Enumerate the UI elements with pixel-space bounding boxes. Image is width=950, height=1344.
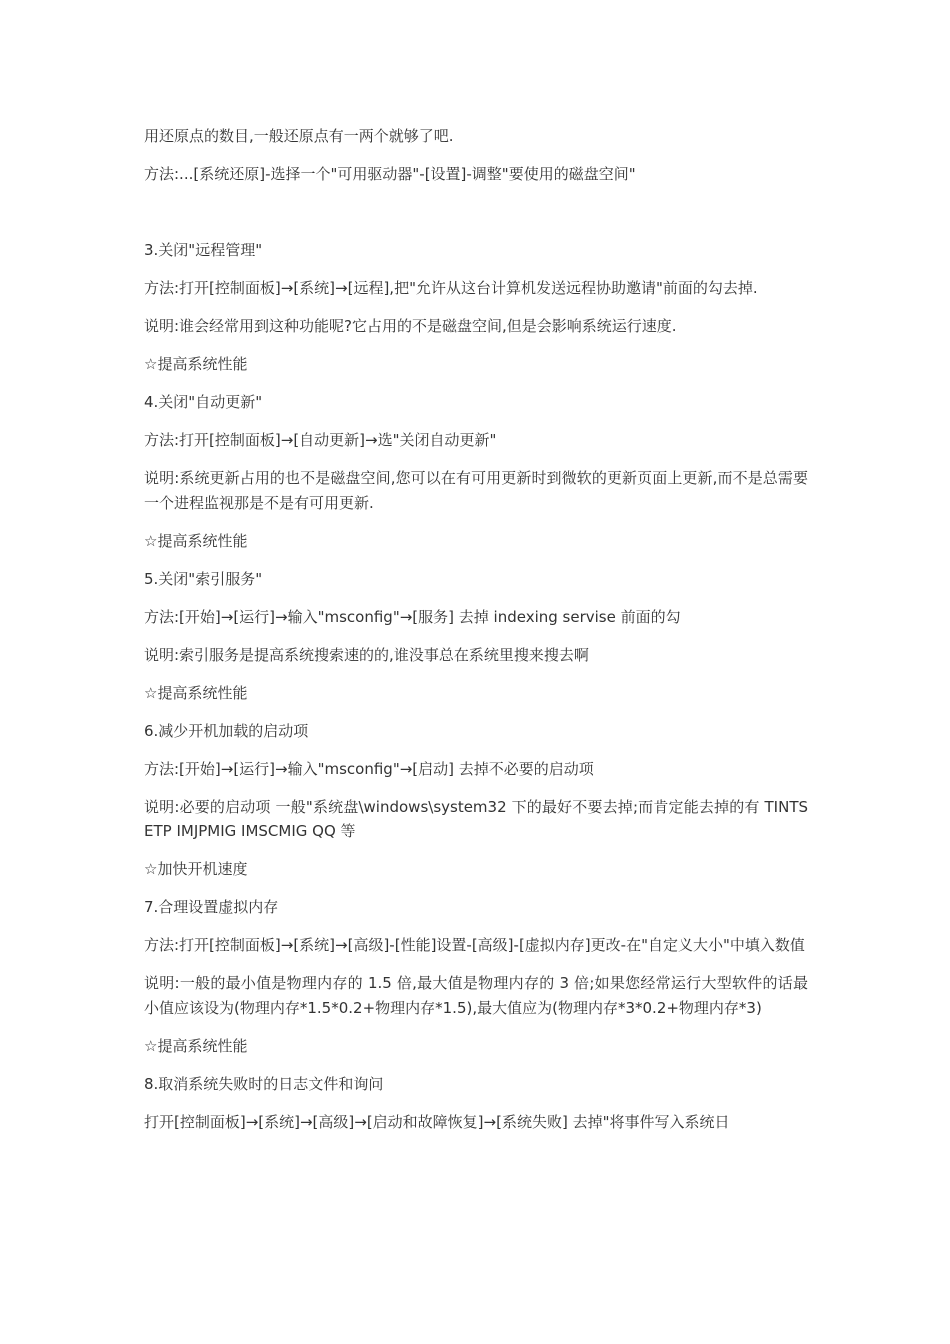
paragraph-index-method: 方法:[开始]→[运行]→输入"msconfig"→[服务] 去掉 indexing servise 前面的勾: [144, 607, 681, 626]
benefit-line: ☆提高系统性能: [144, 683, 248, 702]
heading-startup-items: 6.减少开机加载的启动项: [144, 721, 309, 740]
heading-virtual-memory: 7.合理设置虚拟内存: [144, 898, 279, 916]
heading-index-service: 5.关闭"索引服务": [144, 569, 263, 588]
paragraph-update-method: 方法:打开[控制面板]→[自动更新]→选"关闭自动更新": [144, 431, 497, 449]
paragraph-startup-note: 说明:必要的启动项 一般"系统盘\windows\system32 下的最好不要去掉;而肯定能去掉的有 TINTSETP IMJPMIG IMSCMIG QQ 等: [144, 797, 808, 840]
heading-failure-log: 8.取消系统失败时的日志文件和询问: [144, 1074, 384, 1093]
paragraph-index-note: 说明:索引服务是提高系统搜索速的的,谁没事总在系统里搜来搜去啊: [144, 645, 589, 664]
paragraph-startup-method: 方法:[开始]→[运行]→输入"msconfig"→[启动] 去掉不必要的启动项: [144, 759, 594, 778]
blank-line: [144, 200, 808, 238]
benefit-line: ☆提高系统性能: [144, 1036, 248, 1055]
paragraph-memory-note: 说明:一般的最小值是物理内存的 1.5 倍,最大值是物理内存的 3 倍;如果您经常运行大型软件的话最小值应该设为(物理内存*1.5*0.2+物理内存*1.5),最大值应为(物理内存*3*0.2+物理内存*3): [144, 974, 808, 1017]
paragraph-remote-note: 说明:谁会经常用到这种功能呢?它占用的不是磁盘空间,但是会影响系统运行速度.: [144, 317, 677, 335]
benefit-line: ☆加快开机速度: [144, 860, 248, 878]
paragraph-remote-method: 方法:打开[控制面板]→[系统]→[远程],把"允许从这台计算机发送远程协助邀请"前面的勾去掉.: [144, 279, 758, 297]
paragraph-failure-method: 打开[控制面板]→[系统]→[高级]→[启动和故障恢复]→[系统失败] 去掉"将事件写入系统日: [144, 1112, 730, 1131]
paragraph-restore-points: 用还原点的数目,一般还原点有一两个就够了吧.: [144, 127, 454, 145]
paragraph-restore-method: 方法:...[系统还原]-选择一个"可用驱动器"-[设置]-调整"要使用的磁盘空间": [144, 165, 636, 183]
document-body: [144, 124, 808, 1148]
heading-auto-update: 4.关闭"自动更新": [144, 393, 263, 411]
paragraph-memory-method: 方法:打开[控制面板]→[系统]→[高级]-[性能]设置-[高级]-[虚拟内存]更改-在"自定义大小"中填入数值: [144, 936, 805, 954]
heading-remote-management: 3.关闭"远程管理": [144, 241, 263, 259]
paragraph-update-note: 说明:系统更新占用的也不是磁盘空间,您可以在有可用更新时到微软的更新页面上更新,而不是总需要一个进程监视那是不是有可用更新.: [144, 469, 808, 512]
benefit-line: ☆提高系统性能: [144, 355, 248, 373]
benefit-line: ☆提高系统性能: [144, 531, 248, 550]
